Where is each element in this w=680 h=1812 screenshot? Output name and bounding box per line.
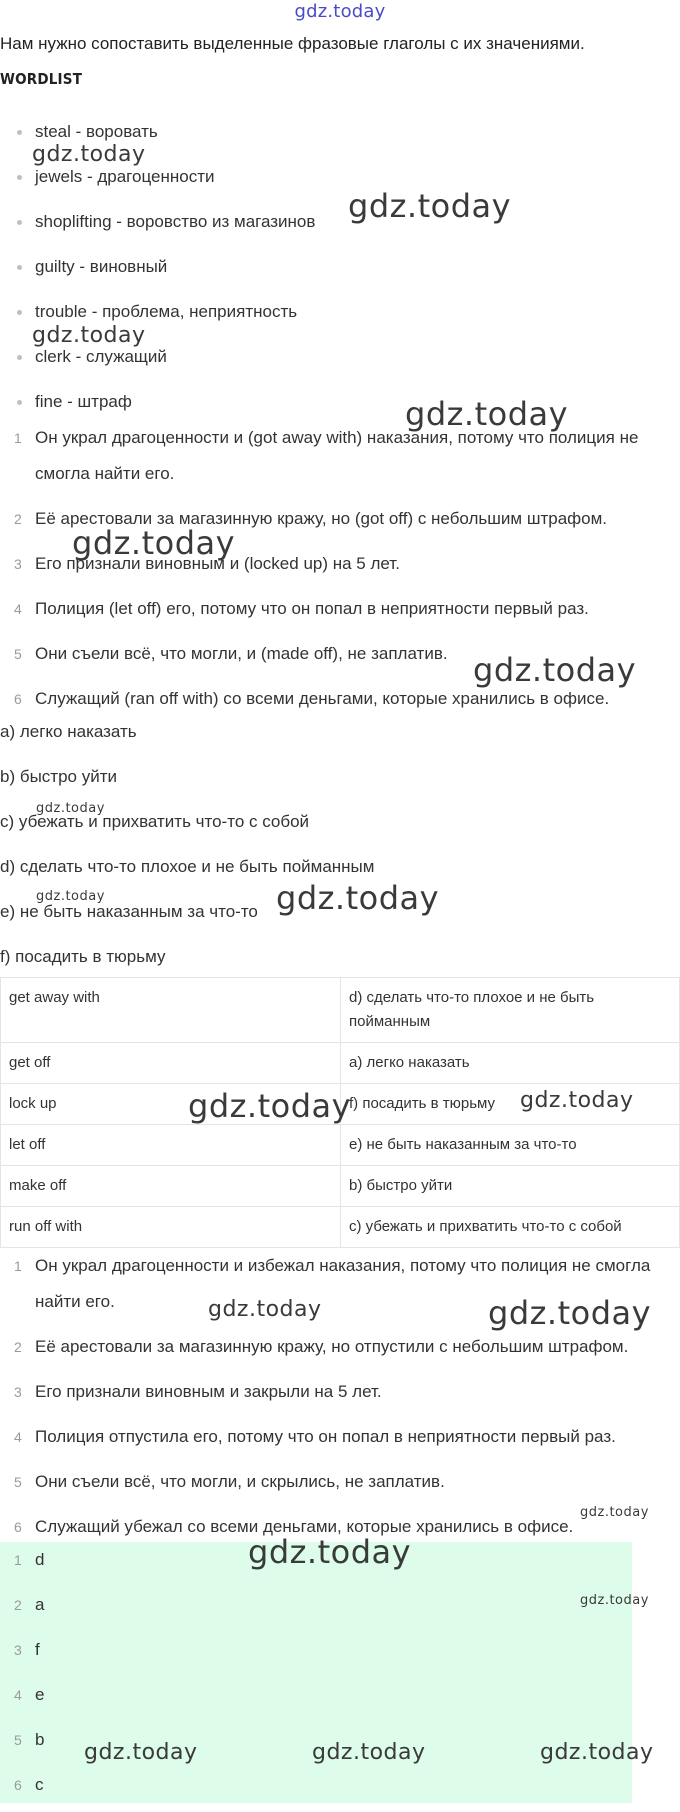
answer-letter: a [35,1595,45,1614]
option-item: a) легко наказать [0,722,137,741]
item-number: 4 [14,1429,22,1445]
item-number: 5 [14,1732,22,1748]
option-item: d) сделать что-то плохое и не быть пойманным [0,857,375,876]
site-logo[interactable]: gdz.today [294,1,386,22]
table-row [1,1207,680,1248]
watermark: gdz.today [473,651,637,689]
list-item [0,1329,680,1365]
list-item [0,1587,632,1632]
table-row [1,978,680,1043]
list-item [0,165,680,210]
watermark: gdz.today [580,1593,649,1608]
watermark: gdz.today [580,1505,649,1520]
watermark: gdz.today [32,142,146,167]
bullet-icon [17,130,22,135]
bullet-icon [17,310,22,315]
bullet-icon [17,175,22,180]
watermark: gdz.today [36,889,105,904]
watermark: gdz.today [84,1740,198,1765]
list-item [0,1419,680,1455]
verb-cell: let off [1,1125,341,1166]
list-item [0,1632,632,1677]
bullet-icon [17,220,22,225]
item-number: 1 [14,430,22,446]
watermark: gdz.today [72,524,236,562]
meaning-cell: f) посадить в тюрьму [341,1084,680,1125]
sentence-text: Они съели всё, что могли, и скрылись, не заплатив. [35,1472,445,1491]
watermark: gdz.today [312,1740,426,1765]
watermark: gdz.today [36,801,105,816]
option-item: e) не быть наказанным за что-то [0,902,258,921]
answer-letter: e [35,1685,45,1704]
item-number: 4 [14,1687,22,1703]
meaning-cell: c) убежать и прихватить что-то с собой [341,1207,680,1248]
list-item [0,255,680,300]
watermark: gdz.today [405,395,569,433]
watermark: gdz.today [208,1297,322,1322]
watermark: gdz.today [248,1533,412,1571]
sentence-text: Полиция отпустила его, потому что он попал в неприятности первый раз. [35,1427,616,1446]
option-item: f) посадить в тюрьму [0,947,166,966]
watermark: gdz.today [348,187,512,225]
meaning-cell: b) быстро уйти [341,1166,680,1207]
answer-list [0,1542,632,1812]
verb-cell: make off [1,1166,341,1207]
meaning-cell: a) легко наказать [341,1043,680,1084]
sentence-text: Его признали виновным и закрыли на 5 лет. [35,1382,382,1401]
list-item [0,591,680,627]
option-item: b) быстро уйти [0,767,117,786]
verb-cell: get off [1,1043,341,1084]
table-row [1,1043,680,1084]
answer-letter: b [35,1730,45,1749]
sentence-text: Её арестовали за магазинную кражу, но отпустили с небольшим штрафом. [35,1337,629,1356]
sentence-text: Его признали виновным и (locked up) на 5 лет. [35,554,400,573]
item-number: 2 [14,1339,22,1355]
watermark: gdz.today [488,1294,652,1332]
task-intro: Нам нужно сопоставить выделенные фразовые глаголы с их значениями. [0,34,585,53]
sentence-text: Он украл драгоценности и (got away with) наказания, потому что полиция не смогла найти его. [35,428,639,483]
item-number: 3 [14,1642,22,1658]
watermark: gdz.today [188,1087,352,1125]
watermark: gdz.today [540,1740,654,1765]
item-number: 1 [14,1258,22,1274]
sentence-text: Полиция (let off) его, потому что он попал в неприятности первый раз. [35,599,589,618]
bullet-icon [17,265,22,270]
answer-letter: d [35,1550,45,1569]
item-number: 4 [14,601,22,617]
list-item [0,1464,680,1500]
item-number: 6 [14,1777,22,1793]
wordlist-entry: clerk - служащий [35,347,167,366]
sentence-text: Они съели всё, что могли, и (made off), не заплатив. [35,644,448,663]
list-item [0,1767,632,1812]
meaning-cell: d) сделать что-то плохое и не быть пойманным [341,978,680,1043]
item-number: 6 [14,691,22,707]
wordlist [0,120,680,435]
sentence-text: Он украл драгоценности и избежал наказания, потому что полиция не смогла найти его. [35,1256,651,1311]
meaning-cell: e) не быть наказанным за что-то [341,1125,680,1166]
option-item: c) убежать и прихватить что-то с собой [0,812,310,831]
wordlist-entry: shoplifting - воровство из магазинов [35,212,316,231]
answer-letter: f [35,1640,40,1659]
verb-cell: get away with [1,978,341,1043]
item-number: 5 [14,646,22,662]
meaning-options [0,720,680,990]
list-item [0,210,680,255]
item-number: 6 [14,1519,22,1535]
wordlist-entry: guilty - виновный [35,257,168,276]
verb-cell: lock up [1,1084,341,1125]
item-number: 3 [14,556,22,572]
item-number: 2 [14,1597,22,1613]
item-number: 2 [14,511,22,527]
item-number: 3 [14,1384,22,1400]
wordlist-entry: steal - воровать [35,122,158,141]
list-item [0,420,680,492]
watermark: gdz.today [276,879,440,917]
table-row [1,1166,680,1207]
bullet-icon [17,400,22,405]
list-item [0,1374,680,1410]
answer-letter: c [35,1775,44,1794]
wordlist-heading: WORDLIST [0,70,83,88]
wordlist-entry: trouble - проблема, неприятность [35,302,298,321]
list-item [0,345,680,390]
bullet-icon [17,355,22,360]
sentence-text: Служащий убежал со всеми деньгами, которые хранились в офисе. [35,1517,574,1536]
sentence-text: Служащий (ran off with) со всеми деньгами, которые хранились в офисе. [35,689,610,708]
watermark: gdz.today [520,1088,634,1113]
list-item [0,1677,632,1722]
item-number: 5 [14,1474,22,1490]
table-row [1,1125,680,1166]
item-number: 1 [14,1552,22,1568]
verb-cell: run off with [1,1207,341,1248]
watermark: gdz.today [32,323,146,348]
sentence-text: Её арестовали за магазинную кражу, но (got off) с небольшим штрафом. [35,509,608,528]
wordlist-entry: fine - штраф [35,392,132,411]
wordlist-entry: jewels - драгоценности [35,167,215,186]
